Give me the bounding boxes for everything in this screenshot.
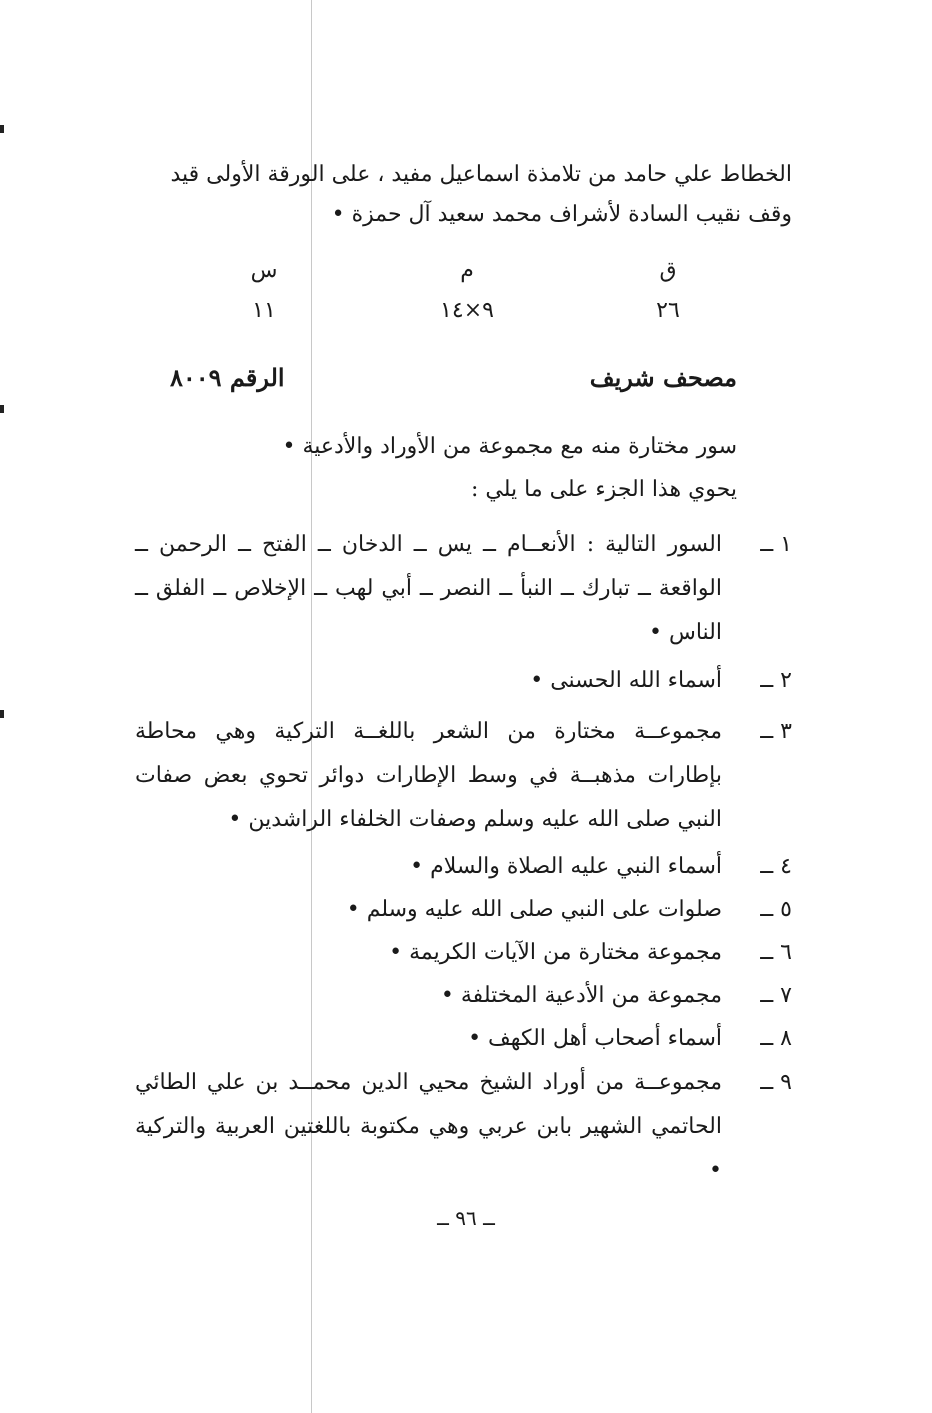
list-item-text: مجموعــة من أوراد الشيخ محيي الدين محمــد بن علي الطائي الحاتمي الشهير بابن عربي وهي مكتوبة باللغتين العربية والتركية • <box>135 1070 722 1183</box>
measure-header-q: ق <box>659 258 677 283</box>
measure-value-q: ٢٦ <box>656 298 680 323</box>
margin-mark <box>0 710 4 718</box>
list-item-number: ٧ ــ <box>760 983 792 1008</box>
measure-value-m: ٩×١٤ <box>440 298 494 323</box>
list-item-text: مجموعة مختارة من الآيات الكريمة • <box>389 940 722 965</box>
list-item-number: ٦ ــ <box>760 940 792 965</box>
list-item-number: ٩ ــ <box>760 1070 792 1095</box>
entry-title: مصحف شريف <box>589 363 737 392</box>
page-number: ــ ٩٦ ــ <box>437 1206 495 1230</box>
list-item-number: ٤ ــ <box>760 854 792 879</box>
list-item-text: أسماء النبي عليه الصلاة والسلام • <box>410 854 722 879</box>
list-item-number: ٣ ــ <box>760 719 792 744</box>
list-item <box>135 1017 792 1061</box>
margin-mark <box>0 125 4 133</box>
list-item <box>135 845 792 889</box>
measure-value-s: ١١ <box>252 298 276 323</box>
list-item-number: ٥ ــ <box>760 897 792 922</box>
list-item-number: ٨ ــ <box>760 1026 792 1051</box>
list-item-text: السور التالية : الأنعــام ــ يس ــ الدخان ــ الفتح ــ الرحمن ــ الواقعة ــ تبارك ــ النبأ ــ النصر ــ أبي لهب ــ الإخلاص ــ الفلق ــ الناس • <box>135 532 722 645</box>
list-item-text: مجموعة من الأدعية المختلفة • <box>440 983 722 1008</box>
measure-header-m: م <box>460 258 474 283</box>
entry-number: الرقم ٨٠٠٩ <box>170 363 285 392</box>
list-item <box>135 1061 792 1193</box>
list-item-text: مجموعــة مختارة من الشعر باللغــة التركية وهي محاطة بإطارات مذهبــة في وسط الإطارات دوائر تحوي بعض صفات النبي صلى الله عليه وسلم وصفات الخلفاء الراشدين • <box>135 719 722 832</box>
list-item <box>135 931 792 975</box>
measure-header-s: س <box>250 258 278 283</box>
list-item-number: ٢ ــ <box>760 668 792 693</box>
list-item <box>135 710 792 842</box>
list-item <box>135 523 792 655</box>
list-item <box>135 888 792 932</box>
intro-line-1: الخطاط علي حامد من تلامذة اسماعيل مفيد ، على الورقة الأولى قيد <box>170 162 792 187</box>
list-item <box>135 974 792 1018</box>
list-item-text: صلوات على النبي صلى الله عليه وسلم • <box>346 897 722 922</box>
description-line-1: سور مختارة منه مع مجموعة من الأوراد والأدعية • <box>282 434 737 459</box>
margin-mark <box>0 405 4 413</box>
page-fold-line <box>311 0 312 1413</box>
description-line-2: يحوي هذا الجزء على ما يلي : <box>470 477 737 502</box>
list-item <box>135 659 792 703</box>
list-item-number: ١ ــ <box>760 532 792 557</box>
list-item-text: أسماء الله الحسنى • <box>530 668 722 693</box>
list-item-text: أسماء أصحاب أهل الكهف • <box>468 1026 722 1051</box>
intro-line-2: وقف نقيب السادة لأشراف محمد سعيد آل حمزة • <box>331 202 792 227</box>
